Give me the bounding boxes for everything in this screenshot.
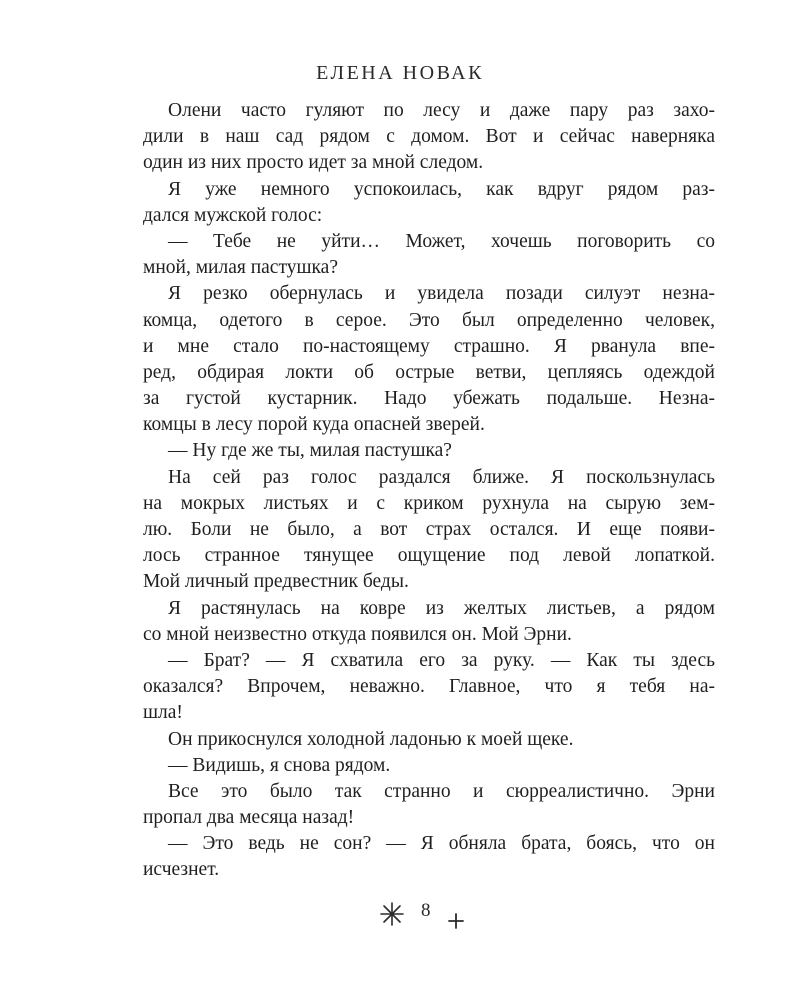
text-line: один из них просто идет за мной следом. [143,152,484,174]
text-line: Все это было так странно и сюрреалистично. Эрни [168,780,715,802]
text-line: Я уже немного успокоилась, как вдруг рядом раз- [168,178,715,200]
text-line: дался мужской голос: [143,204,323,226]
star-ornament-icon [380,902,404,926]
text-line: ред, обдирая локти об острые ветви, цепляясь одеждой [143,361,715,383]
text-line: со мной неизвестно откуда появился он. Мой Эрни. [143,623,572,645]
text-line: мной, милая пастушка? [143,257,338,279]
text-line: На сей раз голос раздался ближе. Я поскользнулась [168,466,715,488]
text-line: — Это ведь не сон? — Я обняла брата, боясь, что он [168,833,715,855]
plus-ornament-icon [447,912,465,930]
text-line: исчезнет. [143,859,220,881]
text-line: дили в наш сад рядом с домом. Вот и сейчас наверняка [143,126,715,148]
body-text [143,98,715,884]
text-line: Он прикоснулся холодной ладонью к моей щеке. [168,728,574,750]
text-line: за густой кустарник. Надо убежать подальше. Незна- [143,388,715,410]
page-number: 8 [421,900,431,921]
text-line: лю. Боли не было, а вот страх остался. И еще появи- [143,519,715,540]
text-line: Я растянулась на ковре из желтых листьев, а рядом [168,597,715,619]
text-line: лось странное тянущее ощущение под левой лопаткой. [143,545,715,567]
page-footer [0,898,800,938]
text-line: шла! [143,702,183,724]
text-line: Олени часто гуляют по лесу и даже пару раз захо- [168,100,715,121]
running-head-author: ЕЛЕНА НОВАК [316,62,484,84]
text-line: и мне стало по-настоящему страшно. Я рванула впе- [143,335,715,357]
text-line: — Ну где же ты, милая пастушка? [168,440,452,462]
text-line: — Тебе не уйти… Может, хочешь поговорить со [168,230,715,252]
text-line: комцы в лесу порой куда опасней зверей. [143,414,485,436]
text-line: — Брат? — Я схватила его за руку. — Как ты здесь [168,649,715,671]
text-line: комца, одетого в серое. Это был определенно человек, [143,309,715,331]
text-line: оказался? Впрочем, неважно. Главное, что я тебя на- [143,676,715,698]
text-line: пропал два месяца назад! [143,807,355,829]
text-line: Мой личный предвестник беды. [143,571,409,593]
text-line: на мокрых листьях и с криком рухнула на сырую зем- [143,492,715,514]
text-line: — Видишь, я снова рядом. [168,754,391,776]
text-line: Я резко обернулась и увидела позади силуэт незна- [168,283,715,305]
